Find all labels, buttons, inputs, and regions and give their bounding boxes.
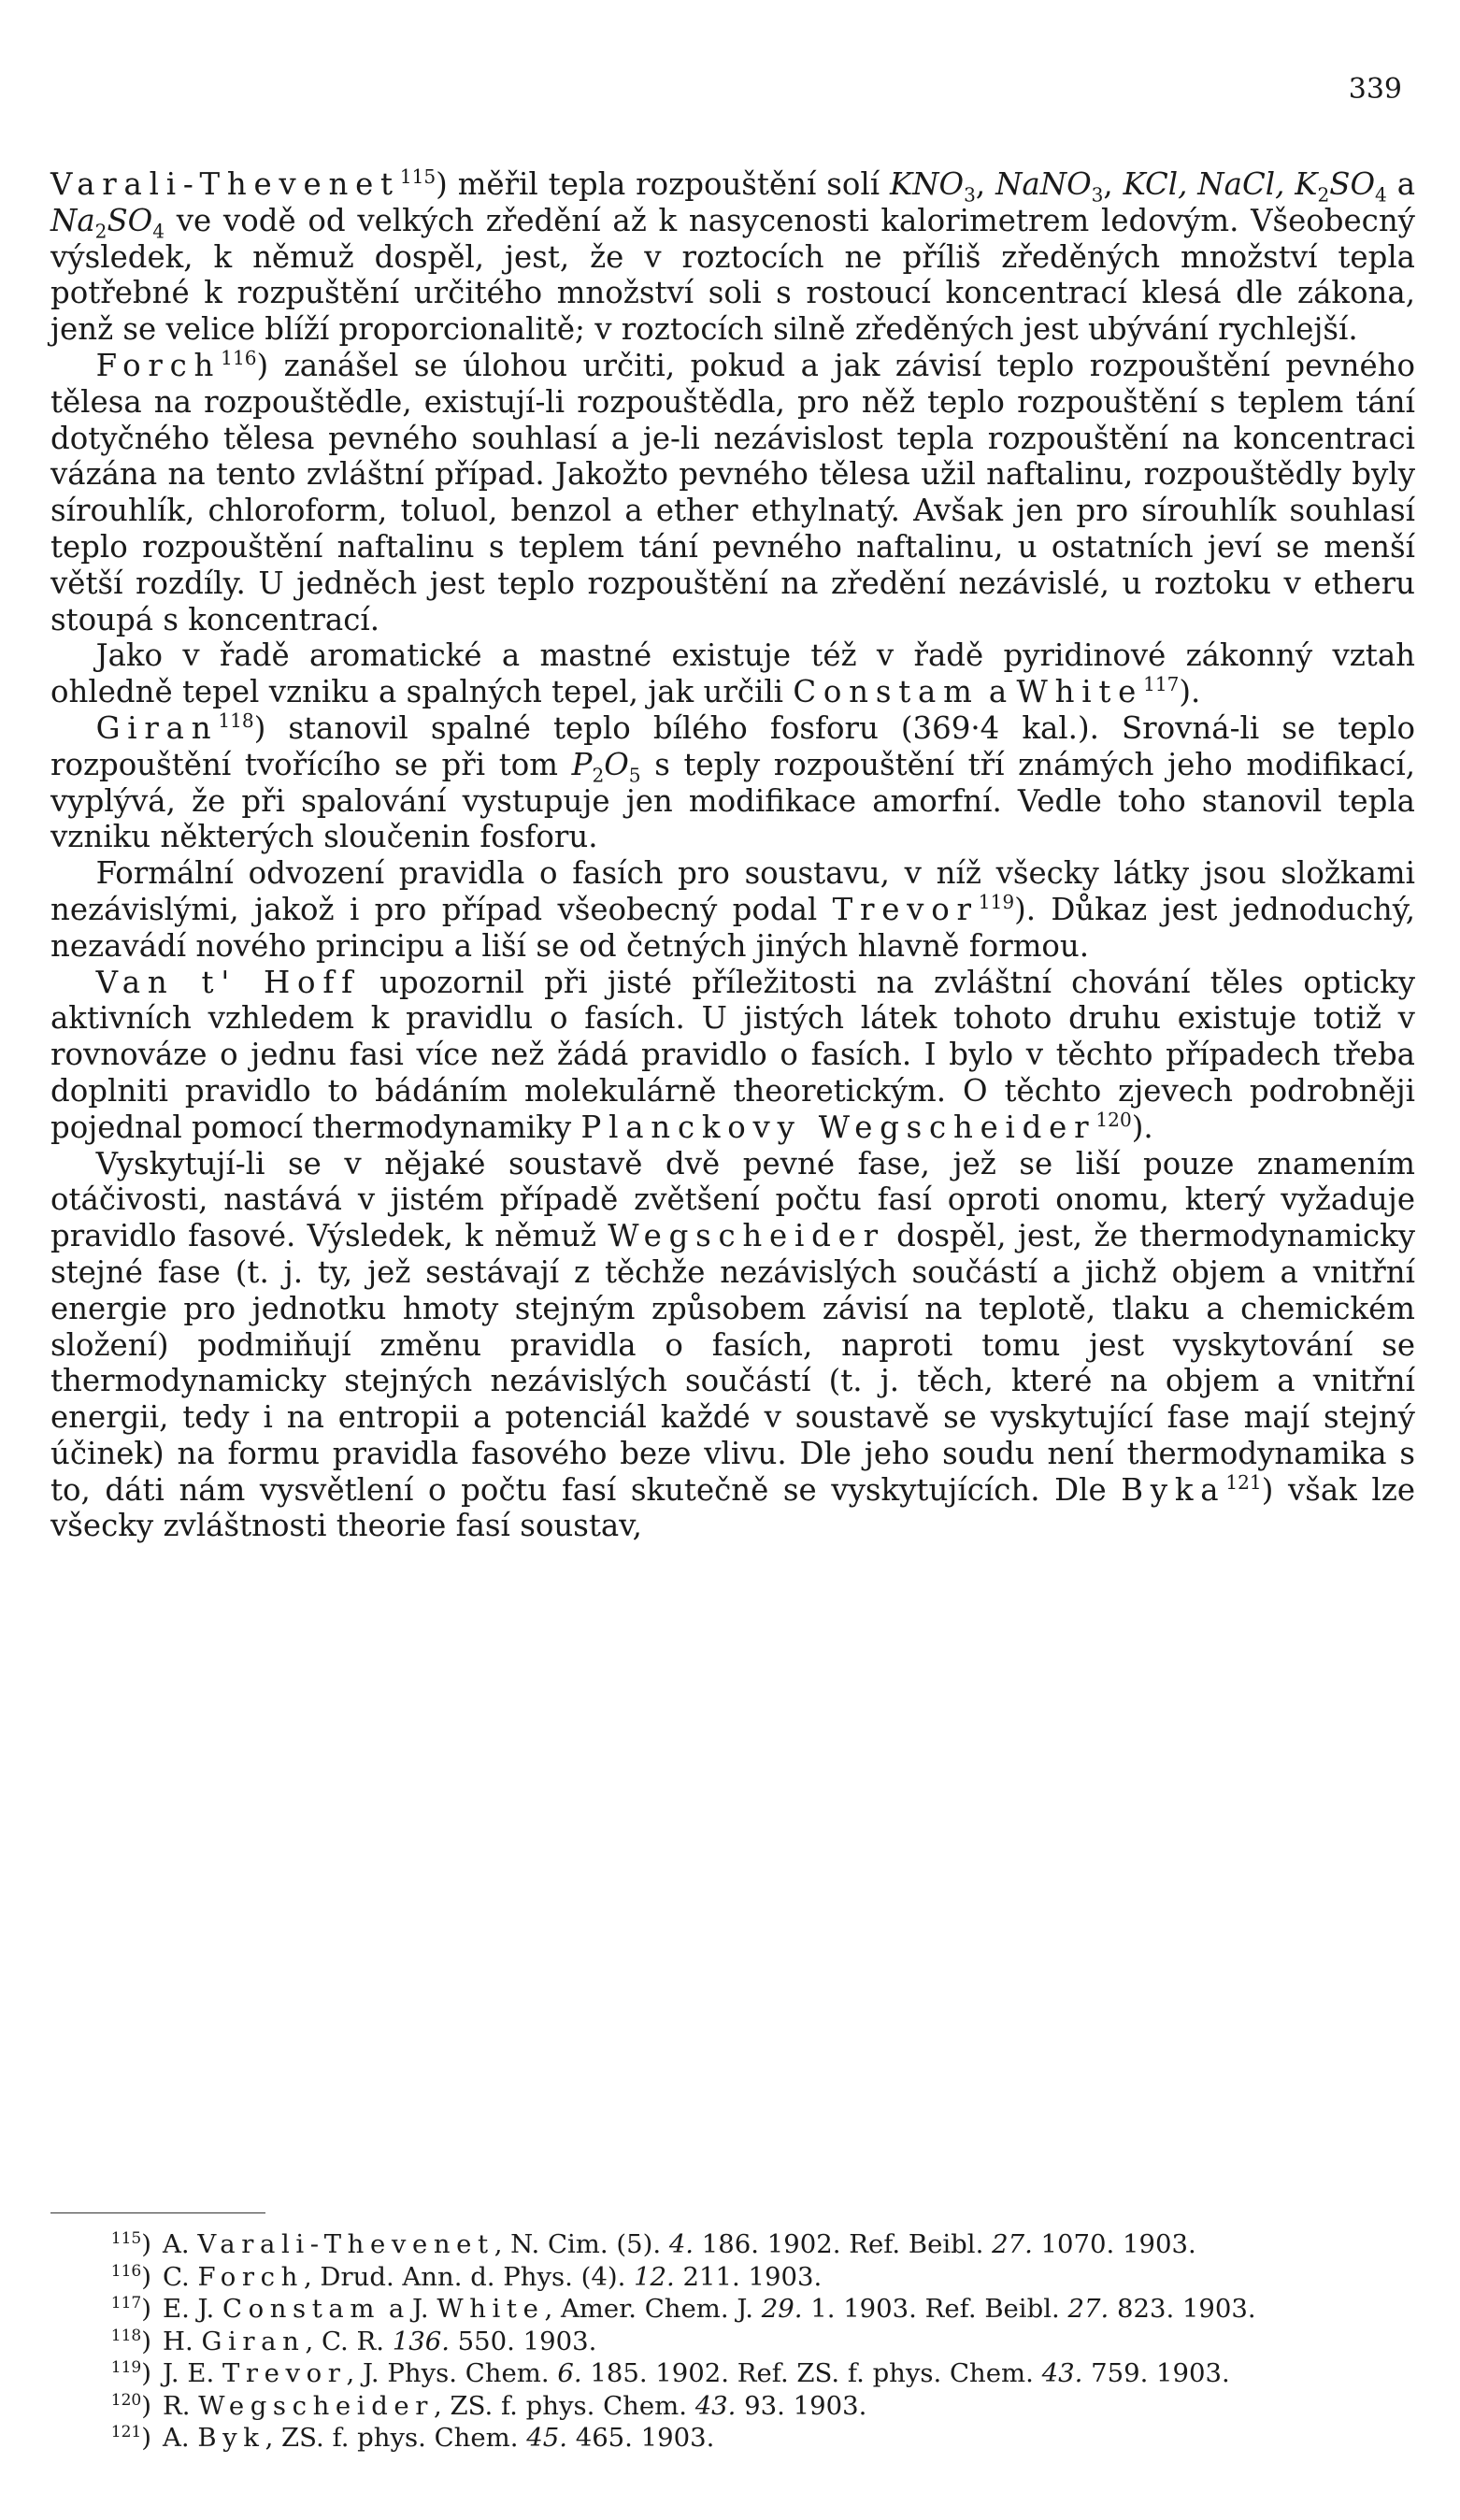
text-run: SO xyxy=(1329,166,1376,202)
text-run: upozornil při jisté příležitosti na zvláštní chování těles opticky aktivních vzhledem k pravidlu o fasích. U jistých látek tohoto druhu existuje totiž v rovnováze o jednu fasi více než žádá pravidlo o fasích. I bylo v těchto případech třeba doplniti pravidlo to bádáním molekulárně theoretickým. O těchto zjevech podrobněji pojednal pomocí thermodynamiky xyxy=(50,964,1415,1145)
text-run: , Amer. Chem. J. xyxy=(544,2294,762,2324)
text-run: 45. xyxy=(526,2423,567,2453)
paragraph xyxy=(50,637,1415,710)
text-run: , xyxy=(975,166,996,202)
text-run: 43. xyxy=(694,2390,737,2421)
footnote xyxy=(50,2261,1415,2294)
text-run: s teply rozpouštění tří známých jeho modifikací, vyplývá, že při spalování vystupuje jen modifikace amorfní. Vedle toho stanovil tepla vzniku některých sloučenin fosforu. xyxy=(50,746,1415,855)
footnote xyxy=(50,2293,1415,2326)
text-run: a xyxy=(1386,166,1416,202)
text-run: 27. xyxy=(992,2229,1033,2259)
text-run: 6. xyxy=(557,2358,582,2388)
text-run: 465. 1903. xyxy=(566,2423,715,2453)
text-run: 27. xyxy=(1067,2294,1109,2324)
footnote-ref: 118 xyxy=(218,709,254,733)
text-run: 823. 1903. xyxy=(1109,2294,1256,2324)
text-run: ). Důkaz jest jednoduchý, nezavádí nového principu a liší se od četných jiných hlavně formou. xyxy=(50,891,1415,964)
footnote xyxy=(50,2390,1415,2423)
footnote-number: $^{117}$) xyxy=(110,2293,151,2324)
spaced-name: Byk xyxy=(197,2423,265,2453)
text-run: ) měřil tepla rozpouštění solí xyxy=(436,166,890,202)
text-run: , Drud. Ann. d. Phys. (4). xyxy=(303,2261,635,2292)
text-run: , xyxy=(1103,166,1124,202)
text-run: , J. Phys. Chem. xyxy=(346,2358,558,2388)
footnote xyxy=(50,2228,1415,2261)
text-run: J. E. xyxy=(163,2358,222,2388)
spaced-name: Wegscheider xyxy=(198,2390,435,2421)
text-run: 2 xyxy=(1317,183,1330,207)
spaced-name: Constam xyxy=(222,2294,381,2324)
footnote-number: $^{119}$) xyxy=(110,2357,151,2388)
text-run: 4 xyxy=(1375,183,1387,207)
text-run: , C. R. xyxy=(305,2326,393,2356)
text-run: SO xyxy=(107,202,153,238)
spaced-name: Giran xyxy=(95,709,219,746)
footnote-rule xyxy=(50,2212,265,2213)
footnote-ref: 120 xyxy=(1095,1108,1132,1131)
text-run: KNO xyxy=(889,166,965,202)
text-run: 186. 1902. Ref. Beibl. xyxy=(694,2229,993,2259)
text-run: 4 xyxy=(152,220,165,243)
spaced-name: Constam xyxy=(793,674,980,710)
text-run: Na xyxy=(50,202,95,238)
paragraph xyxy=(50,348,1415,637)
text-run: 93. 1903. xyxy=(736,2390,867,2421)
text-run: E. J. xyxy=(163,2294,222,2324)
text-run: dospěl, jest, že thermodynamicky stejné fase (t. j. ty, jež sestávají z těchže nezávislých součástí a jichž objem a vnitřní energie pro jednotku hmoty stejným způsobem závisí na teplotě, tlaku a chemickém složení) podmiňují změnu pravidla o fasích, naproti tomu jest vyskytování se thermodynamicky stejných nezávislých součástí (t. j. těch, které na objem a vnitřní energii, tedy i na entropii a potenciál každé v soustavě se vyskytující fase mají stejný účinek) na formu pravidla fasového beze vlivu. Dle jeho soudu není thermodynamika s to, dáti nám vysvětlení o počtu fasí skutečně se vyskytujících. Dle xyxy=(50,1218,1415,1508)
spaced-name: White xyxy=(437,2294,545,2324)
spaced-name: Varali-Thevenet xyxy=(50,166,400,202)
text-run: ) však lze všecky zvláštnosti theorie fasí soustav, xyxy=(50,1471,1415,1544)
text-run: 211. 1903. xyxy=(674,2261,823,2292)
text-run: 12. xyxy=(634,2261,675,2292)
text-run: , N. Cim. (5). xyxy=(494,2229,669,2259)
text-run: 1070. 1903. xyxy=(1032,2229,1196,2259)
text-run: ). xyxy=(1131,1109,1153,1145)
text-run: ) zanášel se úlohou určiti, pokud a jak závisí teplo rozpouštění pevného tělesa na rozpouštědle, existují-li rozpouštědla, pro něž teplo rozpouštění s teplem tání dotyčného tělesa pevného souhlasí a je-li nezávislost tepla rozpouštění na koncentraci vázána na tento zvláštní případ. Jakožto pevného tělesa užil naftalinu, rozpouštědly byly sírouhlík, chloroform, toluol, benzol a ether ethylnatý. Avšak jen pro sírouhlík souhlasí teplo rozpouštění naftalinu s teplem tání pevného naftalinu, u ostatních jeví se menší větší rozdíly. U jedněch jest teplo rozpouštění na zředění nezávislé, u roztoku v etheru stoupá s koncentrací. xyxy=(50,347,1415,637)
text-run: P xyxy=(571,746,593,782)
text-run: , ZS. f. phys. Chem. xyxy=(434,2390,695,2421)
text-run: H. xyxy=(163,2326,202,2356)
paragraph xyxy=(50,855,1415,964)
paragraph xyxy=(50,710,1415,855)
spaced-name: Byka xyxy=(1121,1471,1226,1508)
footnote-ref: 116 xyxy=(221,347,257,370)
footnote-ref: 119 xyxy=(978,891,1015,914)
text-run: A. xyxy=(163,2423,198,2453)
spaced-name: Giran xyxy=(201,2326,306,2356)
footnote-number: $^{120}$) xyxy=(110,2390,151,2421)
spaced-name: Varali-Thevenet xyxy=(197,2229,494,2259)
text-run: ve vodě od velkých zředění až k nasycenosti kalorimetrem ledovým. Všeobecný výsledek, k němuž dospěl, jest, že v roztocích ne příliš zředěných množství tepla potřebné k rozpuštění určitého množství soli s rostoucí koncentrací klesá dle zákona, jenž se velice blíží proporcionalitě; v roztocích silně zředěných jest ubývání rychlejší. xyxy=(50,202,1415,348)
text-run: 185. 1902. Ref. ZS. f. phys. Chem. xyxy=(581,2358,1042,2388)
footnote-ref: 115 xyxy=(399,165,437,189)
text-run: 550. 1903. xyxy=(449,2326,597,2356)
text-run: 29. xyxy=(761,2294,803,2324)
text-run: KCl, NaCl, K xyxy=(1123,166,1318,202)
text-run: NaNO xyxy=(995,166,1092,202)
text-run: 4. xyxy=(668,2229,694,2259)
footnote xyxy=(50,2422,1415,2455)
footnote-ref: 117 xyxy=(1143,673,1180,696)
text-run: Jako v řadě aromatické a mastné existuje též v řadě pyridinové zákonný vztah ohledně tepel vzniku a spalných tepel, jak určili xyxy=(50,637,1415,710)
footnotes xyxy=(50,2228,1415,2455)
paragraph xyxy=(50,166,1415,348)
text-run: 3 xyxy=(964,183,976,207)
spaced-name: Planckovy Wegscheider xyxy=(580,1109,1096,1145)
footnote-number: $^{115}$) xyxy=(110,2228,151,2259)
body-text xyxy=(50,166,1415,1544)
spaced-name: Forch xyxy=(197,2261,304,2292)
text-run: a xyxy=(979,674,1017,710)
spaced-name: Wegscheider xyxy=(608,1218,885,1254)
text-run: A. xyxy=(163,2229,198,2259)
text-run: 1. 1903. Ref. Beibl. xyxy=(802,2294,1068,2324)
footnote-number: $^{118}$) xyxy=(110,2326,151,2356)
text-run: 3 xyxy=(1091,183,1104,207)
text-run: a J. xyxy=(380,2294,437,2324)
text-run: Formální odvození pravidla o fasích pro soustavu, v níž všecky látky jsou složkami nezávislými, jakož i pro případ všeobecný podal xyxy=(50,855,1415,927)
text-run: 2 xyxy=(592,764,605,787)
text-run: 43. xyxy=(1041,2358,1083,2388)
footnote xyxy=(50,2357,1415,2390)
spaced-name: Trevor xyxy=(222,2358,347,2388)
text-run: ). xyxy=(1179,674,1201,710)
footnote-ref: 121 xyxy=(1225,1470,1262,1494)
paragraph xyxy=(50,965,1415,1146)
paragraph xyxy=(50,1146,1415,1545)
text-run: , ZS. f. phys. Chem. xyxy=(265,2423,527,2453)
spaced-name: White xyxy=(1016,674,1144,710)
footnote-number: $^{121}$) xyxy=(110,2422,151,2453)
footnote-number: $^{116}$) xyxy=(110,2261,151,2292)
page-number: 339 xyxy=(1348,73,1402,106)
text-run: ) stanovil spalné teplo bílého fosforu (369·4 kal.). Srovná-li se teplo rozpouštění tvořícího se při tom xyxy=(50,709,1415,782)
text-run: Vyskytují-li se v nějaké soustavě dvě pevné fase, jež se liší pouze znamením otáčivosti, nastává v jistém případě zvětšení počtu fasí oproti onomu, který vyžaduje pravidlo fasové. Výsledek, k němuž xyxy=(50,1145,1415,1254)
text-run: 2 xyxy=(94,220,107,243)
spaced-name: Van t' Hoff xyxy=(95,964,360,1000)
text-run: O xyxy=(604,746,629,782)
text-run: 5 xyxy=(628,764,641,787)
footnote xyxy=(50,2326,1415,2358)
text-run: C. xyxy=(163,2261,198,2292)
spaced-name: Trevor xyxy=(832,891,979,927)
text-run: R. xyxy=(163,2390,199,2421)
text-run: 136. xyxy=(392,2326,450,2356)
text-run: 759. 1903. xyxy=(1082,2358,1230,2388)
spaced-name: Forch xyxy=(95,347,222,383)
